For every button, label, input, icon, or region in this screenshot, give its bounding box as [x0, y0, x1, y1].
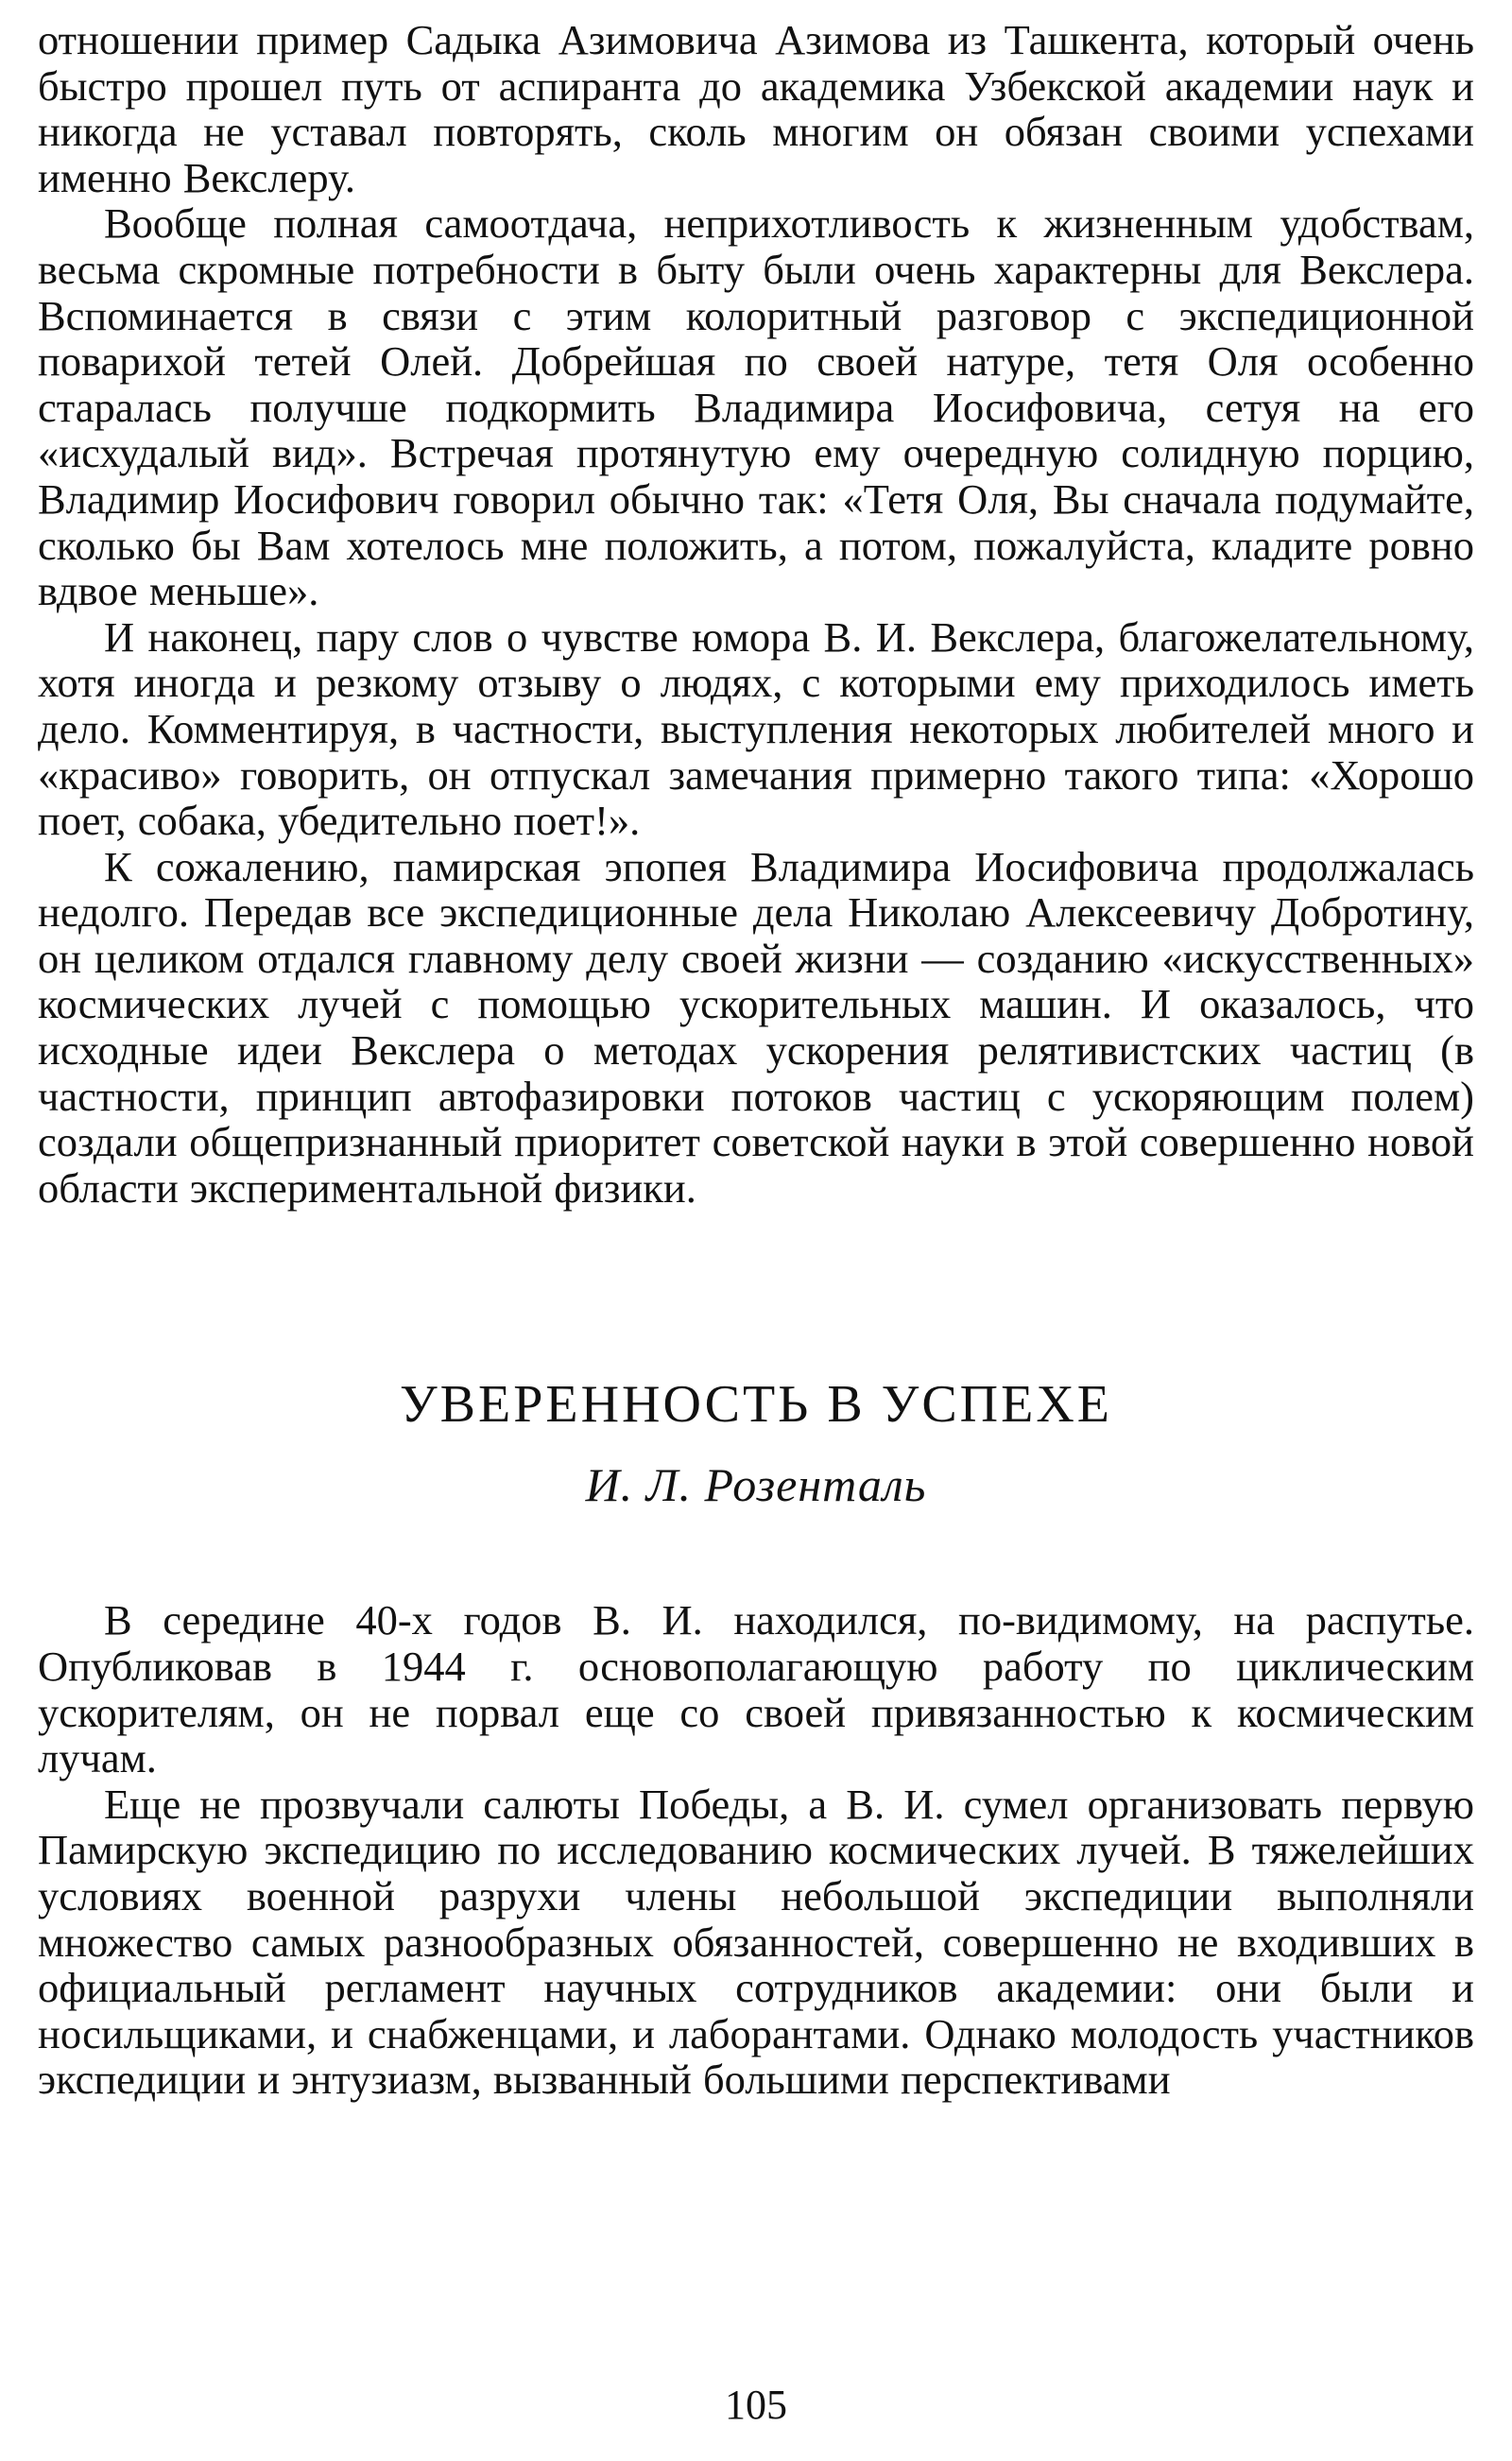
- body-paragraph: Вообще полная самоотдача, неприхотливость к жизненным удобствам, весьма скромные потребности в быту были очень характерны для Векслера. Вспоминается в связи с этим колоритный разговор с экспедиционной поварихой тетей Олей. Добрейшая по своей натуре, тетя Оля особенно старалась получше подкормить Владимира Иосифовича, сетуя на его «исхудалый вид». Встречая протянутую ему очередную солидную порцию, Владимир Иосифович говорил обычно так: «Тетя Оля, Вы сначала подумайте, сколько бы Вам хотелось мне положить, а потом, пожалуйста, кладите ровно вдвое меньше».: [38, 199, 1474, 615]
- page-number: 105: [725, 2382, 787, 2428]
- body-paragraph: В середине 40-х годов В. И. находился, по-видимому, на распутье. Опубликовав в 1944 г. основополагающую работу по циклическим ускорителям, он не порвал еще со своей привязанностью к космическим лучам.: [38, 1596, 1474, 1782]
- body-paragraph: К сожалению, памирская эпопея Владимира Иосифовича продолжалась недолго. Передав все экспедиционные дела Николаю Алексеевичу Добротину, он целиком отдался главному делу своей жизни — созданию «искусственных» космических лучей с помощью ускорительных машин. И оказалось, что исходные идеи Векслера о методах ускорения релятивистских частиц (в частности, принцип автофазировки потоков частиц с ускоряющим полем) создали общепризнанный приоритет советской науки в этой совершенно новой области экспериментальной физики.: [38, 842, 1474, 1212]
- body-paragraph: И наконец, пару слов о чувстве юмора В. И. Векслера, благожелательному, хотя иногда и резкому отзыву о людях, с которыми ему приходилось иметь дело. Комментируя, в частности, выступления некоторых любителей много и «красиво» говорить, он отпускал замечания примерно такого типа: «Хорошо поет, собака, убедительно поет!».: [38, 612, 1474, 845]
- previous-article-continuation: [38, 17, 1474, 1211]
- book-page: [38, 17, 1474, 2103]
- section-body: [38, 1597, 1474, 2103]
- section-title: УВЕРЕННОСТЬ В УСПЕХЕ: [400, 1375, 1112, 1435]
- body-paragraph: Еще не прозвучали салюты Победы, а В. И. сумел организовать первую Памирскую экспедицию по исследованию космических лучей. В тяжелейших условиях военной разрухи члены небольшой экспедиции выполняли множество самых разнообразных обязанностей, совершенно не входивших в официальный регламент научных сотрудников академии: они были и носильщиками, и снабженцами, и лаборантами. Однако молодость участников экспедиции и энтузиазм, вызванный большими перспективами: [38, 1780, 1474, 2104]
- body-paragraph: отношении пример Садыка Азимовича Азимова из Ташкента, который очень быстро прошел путь от аспиранта до академика Узбекской академии наук и никогда не уставал повторять, сколь многим он обязан своими успехами именно Векслеру.: [38, 16, 1474, 201]
- section-author: И. Л. Розенталь: [585, 1458, 927, 1512]
